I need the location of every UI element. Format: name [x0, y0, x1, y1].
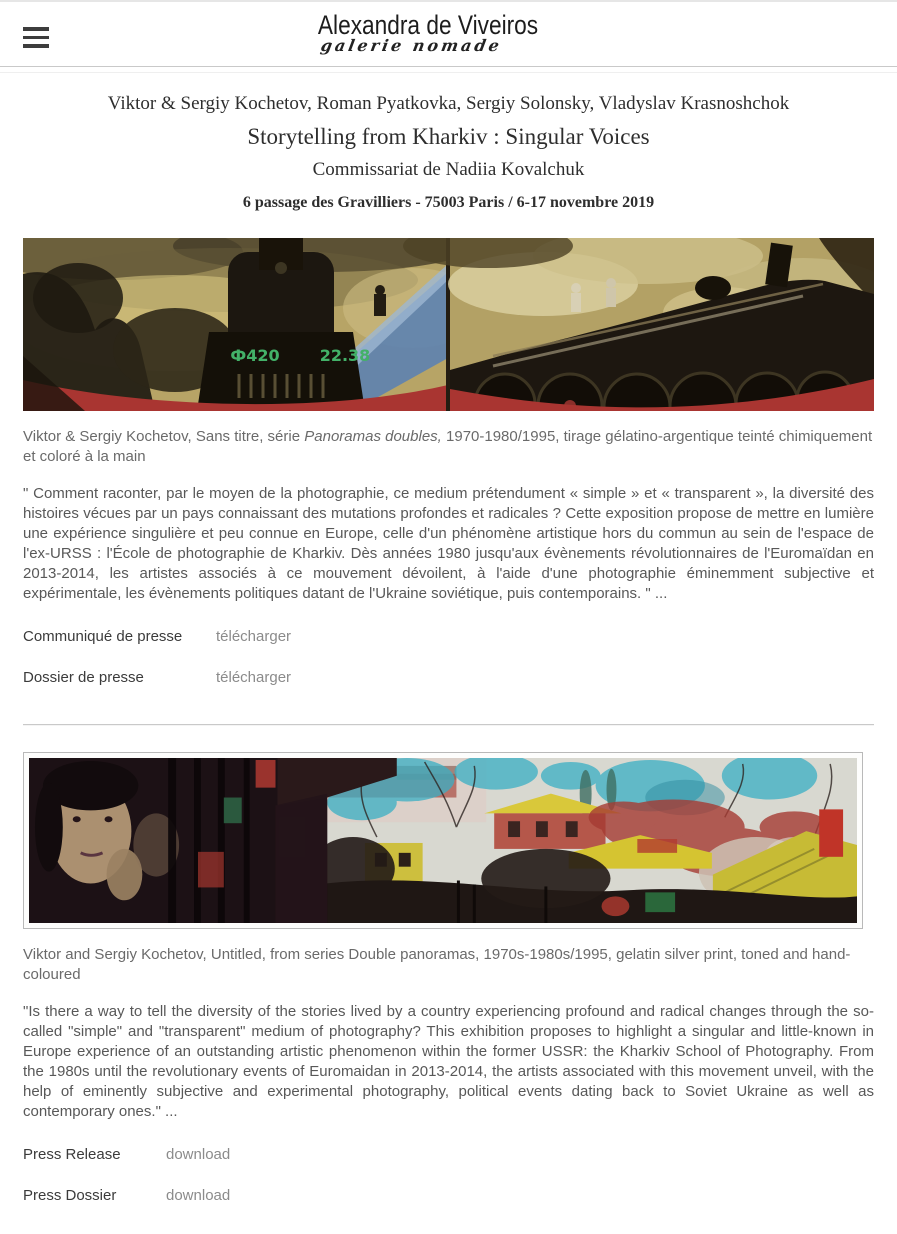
- main-content: [23, 93, 874, 1234]
- menu-button[interactable]: [23, 27, 49, 48]
- press-kit-row-fr: [23, 669, 874, 686]
- site-logo[interactable]: [317, 10, 579, 55]
- site-header: [0, 0, 897, 67]
- exhibition-title: Storytelling from Kharkiv : Singular Voices: [247, 124, 650, 149]
- caption-text-suffix: 1970-1980/1995, tirage gélatino-argentique teinté chimiquement et coloré à la main: [23, 428, 873, 465]
- press-kit-download-link-fr[interactable]: télécharger: [216, 669, 292, 686]
- press-release-download-link-en[interactable]: download: [166, 1146, 231, 1163]
- english-paragraph: "Is there a way to tell the diversity of the stories lived by a country experiencing profound and radical changes through the so-called "simple" and "transparent" medium of photography? This exhibition proposes to highlight a singular and little-known in Europe experience of an outstanding artistic phenomenon within the former USSR: the Kharkiv School of Photography. From the 1980s until the revolutionary events of Euromaidan in 2013-2014, the artists associated with this movement unveil, with the help of eminently subjective and experimental photography, political events dating back to Soviet Ukraine as well as contemporary ones." ...: [23, 1003, 874, 1120]
- press-release-row-fr: [23, 628, 874, 645]
- exhibition-header: [23, 93, 874, 212]
- press-release-download-link-fr[interactable]: télécharger: [216, 628, 292, 645]
- french-paragraph: " Comment raconter, par le moyen de la photographie, ce medium prétendument « simple » et « transparent », la diversité des histoires vécues par un pays connaissant des mutations profondes et radicales ? Cette exposition propose de mettre en lumière une expérience singulière et peu connue en Europe, celle d'un phénomène artistique hors du commun au sein de l'espace de l'ex-URSS : l'École de photographie de Kharkiv. Dès années 1980 jusqu'aux évènements révolutionnaires de l'Euromaïdan en 2013-2014, les artistes associés à ce mouvement dévoilent, à l'aide d'une photographie éminemment subjective et expérimentale, les évènements politiques datant de l'Ukraine soviétique, puis contemporains. " ...: [23, 485, 874, 602]
- logo-title: Alexandra de Viveiros: [317, 10, 538, 40]
- loco-number-left: Ф420: [230, 346, 280, 365]
- caption-text: Viktor & Sergiy Kochetov, Sans titre, série: [23, 428, 305, 445]
- village-panorama-image: [23, 752, 863, 929]
- press-release-label-en: Press Release: [23, 1146, 121, 1163]
- loco-number-right: 22.38: [319, 346, 371, 365]
- press-dossier-download-link-en[interactable]: download: [166, 1187, 231, 1204]
- press-dossier-row-en: [23, 1187, 874, 1204]
- village-panorama-svg: [29, 758, 857, 923]
- caption-series-italic: Panoramas doubles,: [304, 428, 442, 445]
- french-caption: [23, 427, 874, 467]
- english-caption: Viktor and Sergiy Kochetov, Untitled, from series Double panoramas, 1970s-1980s/1995, gelatin silver print, toned and hand-coloured: [23, 946, 851, 983]
- hamburger-icon: [23, 27, 49, 48]
- press-kit-label-fr: Dossier de presse: [23, 669, 144, 686]
- press-release-row-en: [23, 1146, 874, 1163]
- train-panorama-image: [23, 238, 874, 411]
- logo-subtitle: galerie nomade: [318, 36, 504, 55]
- curator-line: Commissariat de Nadiia Kovalchuk: [312, 159, 585, 180]
- section-divider: [23, 724, 874, 726]
- train-panorama-svg: [23, 238, 874, 411]
- artists-line: Viktor & Sergiy Kochetov, Roman Pyatkovka, Sergiy Solonsky, Vladyslav Krasnoshchok: [107, 93, 790, 114]
- press-dossier-label-en: Press Dossier: [23, 1187, 117, 1204]
- venue-dates: 6 passage des Gravilliers - 75003 Paris / 6-17 novembre 2019: [242, 194, 655, 211]
- header-subline: [0, 67, 897, 73]
- bottom-spacer: [23, 1204, 874, 1234]
- press-release-label-fr: Communiqué de presse: [23, 628, 183, 645]
